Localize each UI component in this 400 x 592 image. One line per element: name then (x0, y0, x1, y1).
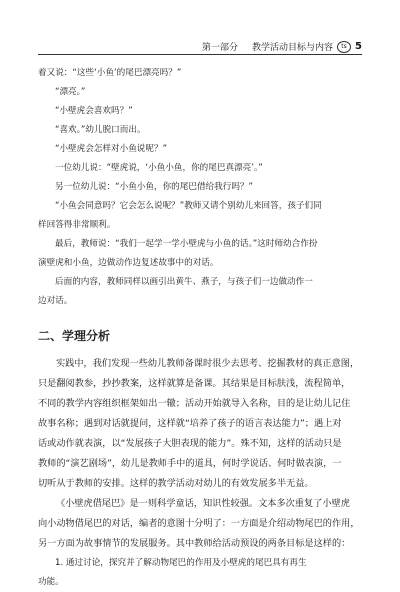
paragraph-line: 切听从于教师的安排。这样的教学活动对幼儿的有效发展多半无益。 (38, 478, 314, 489)
header-title: 教学活动目标与内容 (252, 43, 334, 53)
analysis-paragraph-2 (38, 494, 362, 554)
page-content (38, 64, 362, 592)
analysis-paragraph-1 (38, 354, 362, 494)
dialogue-line: “喜欢。”幼儿脱口而出。 (55, 125, 146, 135)
header-logo-icon: ts (337, 41, 351, 53)
dialogue-line: 样回答得非常顺利。 (38, 220, 116, 230)
paragraph-line: 话或动作就表演，以“发展孩子大胆表现的能力”。殊不知，这样的活动只是 (38, 438, 342, 449)
dialogue-line: “小鱼会同意吗？它会怎么说呢？”教师又请个别幼儿来回答，孩子们同 (55, 201, 322, 211)
page-number: 5 (355, 41, 362, 52)
dialogue-line: 演壁虎和小鱼，边做动作边复述故事中的对话。 (38, 258, 219, 268)
section-title: 二、学理分析 (38, 329, 111, 343)
dialogue-line: 边对话。 (38, 296, 73, 306)
goal-line: 功能。 (38, 577, 64, 587)
paragraph-line: 向小动物借尾巴的对话，编者的意图十分明了：一方面是介绍动物尾巴的作用， (38, 518, 360, 529)
paragraph-line: 教师的“演艺剧场”，幼儿是教师手中的道具，何时学说话、何时做表演，一 (38, 458, 342, 469)
header-part-label: 第一部分 (202, 43, 239, 53)
page-header (202, 40, 362, 53)
header-rule (38, 54, 362, 55)
paragraph-line: 不同的教学内容组织框架如出一辙；活动开始就导入名称，目的是让幼儿记住 (38, 398, 351, 409)
dialogue-line: “漂亮。” (55, 87, 86, 97)
goal-item-1 (38, 554, 362, 592)
paragraph-line: 只是翻阅教参，抄抄教案，这样就算是备课。其结果是目标肤浅，流程简单， (38, 378, 351, 389)
dialogue-line: 一位幼儿说：“壁虎说，‘小鱼小鱼，你的尾巴真漂亮’。” (55, 163, 263, 173)
dialogue-line: “小壁虎会喜欢吗？” (55, 106, 133, 116)
paragraph-line: 另一方面为故事情节的发展服务。其中教师给活动预设的两条目标是这样的： (38, 538, 351, 549)
dialogue-line: 最后，教师说：“我们一起学一学小壁虎与小鱼的话。”这时师幼合作扮 (55, 239, 318, 249)
paragraph-line: 实践中，我们发现一些幼儿教师备课时很少去思考、挖掘教材的真正意图， (56, 358, 360, 369)
dialogue-line: 后面的内容，教师同样以画引出黄牛、燕子，与孩子们一边做动作一 (55, 277, 313, 287)
dialogue-line: 着又说：“这些‘小鱼’的尾巴漂亮吗？” (38, 68, 182, 78)
paragraph-line: 《小壁虎借尾巴》是一则科学童话，知识性较强。文本多次重复了小壁虎 (56, 498, 350, 509)
dialogue-line: 另一位幼儿说：“小鱼小鱼，你的尾巴借给我行吗？” (55, 182, 253, 192)
dialogue-line: “小壁虎会怎样对小鱼说呢？” (55, 144, 168, 154)
paragraph-line: 故事名称；遇到对话就提问，这样就“培养了孩子的语言表达能力”；遇上对 (38, 418, 342, 429)
goal-line: 1. 通过讨论，探究并了解动物尾巴的作用及小壁虎的尾巴具有再生 (55, 558, 307, 568)
